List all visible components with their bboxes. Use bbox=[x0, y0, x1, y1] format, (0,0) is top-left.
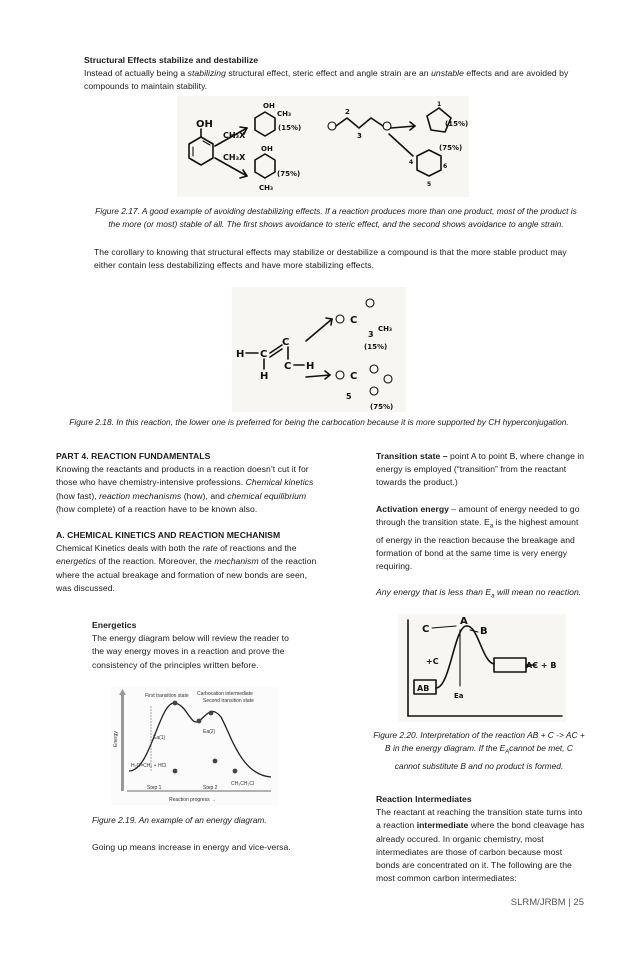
any-energy-sub: a bbox=[491, 594, 495, 601]
spacer bbox=[376, 490, 588, 503]
fig219-product: CH₃CH₂Cl bbox=[231, 781, 255, 787]
right-column bbox=[376, 450, 588, 604]
section-a-term-rate: rate bbox=[202, 543, 218, 554]
section-a-paragraph bbox=[56, 542, 322, 595]
part4-heading: PART 4. REACTION FUNDAMENTALS bbox=[56, 451, 211, 461]
fig217-oh-bottom: OH bbox=[261, 145, 273, 153]
figure-2-19-caption: Figure 2.19. An example of an energy diagram. bbox=[92, 815, 267, 825]
part4-term-equilibrium: chemical equilibrium bbox=[227, 490, 307, 501]
any-energy-text-2: will mean no reaction. bbox=[494, 587, 582, 598]
fig219-energy-label: Energy bbox=[113, 731, 119, 747]
figure-2-18-caption: Figure 2.18. In this reaction, the lower one is preferred for being the carbocation because it is more supported by CH hyperconjugation. bbox=[69, 417, 569, 427]
intro-paragraph bbox=[84, 67, 584, 93]
fig217-oh-label: OH bbox=[196, 119, 213, 130]
activation-energy-text-1: – amount of energy needed to go through the transition state. E bbox=[376, 503, 580, 527]
fig217-15pct-b: (15%) bbox=[445, 120, 469, 128]
figure-2-17-caption: Figure 2.17. A good example of avoiding destabilizing effects. If a reaction produces more than one product, most of the product is the more (or most) stable of all. The first shows avoidance to steric effect, and the second shows avoidance to angle strain. bbox=[95, 206, 577, 229]
fig218-h-bottom: H bbox=[260, 371, 269, 382]
fig220-caption-2: cannot be met, C cannot substitute B and no product is formed. bbox=[394, 743, 573, 771]
fig220-product: AC + B bbox=[526, 661, 557, 670]
intro-section bbox=[84, 54, 584, 94]
fig218-h-right: H bbox=[306, 361, 315, 372]
left-column bbox=[56, 450, 322, 595]
fig220-b: B bbox=[480, 626, 488, 637]
part4-text-3: (how), and bbox=[181, 490, 228, 501]
fig217-ch3x-label: CH₃X bbox=[223, 131, 246, 140]
intro-text: Instead of actually being a bbox=[84, 68, 188, 79]
transition-state-text: point A to point B, where change in energy is employed (“transition” from the reactant towards the product.) bbox=[376, 451, 585, 488]
ri-text-1: The reactant at reaching the transition state turns into a reaction bbox=[376, 807, 583, 831]
figure-2-18-image bbox=[232, 287, 406, 412]
going-up-paragraph: Going up means increase in energy and vice-versa. bbox=[92, 842, 291, 852]
fig217-75pct: (75%) bbox=[277, 170, 301, 178]
intro-emphasis: stabilizing bbox=[187, 68, 226, 79]
intro-text-end: effects and are avoided by compounds to maintain stability. bbox=[84, 68, 569, 92]
reaction-intermediates-heading: Reaction Intermediates bbox=[376, 794, 472, 804]
activation-energy-term: Activation energy bbox=[376, 503, 449, 514]
fig219-ea2: Ea(2) bbox=[203, 729, 216, 735]
fig218-ch3: CH₃ bbox=[378, 325, 393, 333]
fig217-75pct-b: (75%) bbox=[439, 144, 463, 152]
fig217-oh-top: OH bbox=[263, 102, 275, 110]
reaction-intermediates-paragraph bbox=[376, 806, 588, 885]
fig218-15pct: (15%) bbox=[364, 343, 388, 351]
part4-text-4: (how complete) of a reaction have to be known also. bbox=[56, 503, 258, 514]
intro-emphasis-2: unstable bbox=[431, 68, 464, 79]
energetics-paragraph: The energy diagram below will review the reader to the way energy moves in a reaction and prove the consistency of the principles written before. bbox=[92, 633, 289, 670]
fig217-n4: 4 bbox=[409, 159, 414, 166]
figure-2-20-image bbox=[398, 614, 566, 722]
fig218-n3: 3 bbox=[368, 330, 374, 339]
section-a-term-mechanism: mechanism bbox=[214, 556, 259, 567]
corollary-paragraph: The corollary to knowing that structural effects may stabilize or destabilize a compound is that the more stable product may either contain less destabilizing effects and have more stabilizing effects. bbox=[94, 247, 567, 271]
fig217-n2: 2 bbox=[345, 108, 350, 116]
activation-energy-sub: a bbox=[489, 523, 494, 530]
fig218-n5: 5 bbox=[346, 392, 352, 401]
fig218-h-left: H bbox=[236, 349, 245, 360]
section-a-text-1: Chemical Kinetics deals with both the bbox=[56, 543, 203, 554]
figure-2-19-image bbox=[111, 687, 279, 805]
energetics-section bbox=[92, 619, 298, 672]
fig219-reactants: H₂C=CH₂ + HCl bbox=[131, 763, 167, 769]
energetics-heading: Energetics bbox=[92, 620, 137, 630]
ri-bold-intermediate: intermediate bbox=[416, 820, 469, 831]
spacer bbox=[376, 573, 588, 586]
fig219-step1: Step 1 bbox=[147, 785, 162, 791]
fig219-second-ts: Second transition state bbox=[203, 698, 254, 704]
intro-heading: Structural Effects stabilize and destabilize bbox=[84, 55, 259, 65]
fig218-c-mid: C bbox=[282, 337, 290, 348]
activation-energy-paragraph bbox=[376, 503, 588, 574]
fig217-ch3-top: CH₃ bbox=[277, 110, 292, 118]
figure-2-20-caption bbox=[372, 729, 586, 773]
section-a-term-energetics: energetics bbox=[56, 556, 97, 567]
page-footer: SLRM/JRBM | 25 bbox=[510, 897, 584, 908]
fig220-caption-sub: A bbox=[505, 749, 510, 756]
fig217-ch3x-label-2: CH₃X bbox=[223, 153, 246, 162]
section-a-text-4: of the reaction where the actual breakage and formation of new bonds are seen, was discussed. bbox=[56, 556, 317, 593]
any-energy-paragraph bbox=[376, 586, 588, 604]
fig218-c-top: C bbox=[350, 315, 358, 326]
fig219-step2: Step 2 bbox=[203, 785, 218, 791]
fig218-c-low: C bbox=[350, 371, 358, 382]
fig218-c-mid2: C bbox=[284, 361, 292, 372]
intro-text-mid: structural effect, steric effect and angle strain are an bbox=[225, 68, 432, 79]
part4-term-mechanisms: reaction mechanisms bbox=[99, 490, 182, 501]
fig218-75pct: (75%) bbox=[370, 403, 394, 411]
figure-2-17-image bbox=[177, 96, 469, 197]
transition-state-term: Transition state – bbox=[376, 451, 448, 461]
fig220-c: C bbox=[422, 624, 430, 635]
part4-text-1: Knowing the reactants and products in a reaction doesn’t cut it for those who have chemistry-intensive professions. bbox=[56, 464, 309, 488]
fig217-n1: 1 bbox=[437, 101, 442, 108]
section-a-text-2: of reactions and the bbox=[217, 543, 297, 554]
transition-state-paragraph bbox=[376, 450, 588, 490]
fig220-ab: AB bbox=[417, 684, 430, 693]
part4-paragraph bbox=[56, 463, 322, 516]
reaction-intermediates-section bbox=[376, 793, 588, 885]
fig219-carbo-inter: Carbocation intermediate bbox=[197, 691, 253, 697]
ri-text-2: where the bond cleavage has already occured. In organic chemistry, most intermediates are those of carbon because most bonds are concentrated on it. The following are the most common carbon intermediates: bbox=[376, 820, 585, 884]
fig217-n3: 3 bbox=[357, 132, 362, 140]
fig217-15pct: (15%) bbox=[278, 124, 302, 132]
fig219-first-ts: First transition state bbox=[145, 693, 189, 699]
fig220-caption-1: Figure 2.20. Interpretation of the reaction AB + C -> AC + B in the energy diagram. If the E bbox=[373, 730, 585, 753]
fig217-n6: 6 bbox=[443, 163, 448, 170]
fig220-ea: Ea bbox=[454, 692, 464, 700]
fig217-n5: 5 bbox=[427, 181, 432, 188]
fig217-ch3-bottom: CH₃ bbox=[259, 184, 274, 192]
spacer bbox=[56, 516, 322, 529]
section-a-heading: A. CHEMICAL KINETICS AND REACTION MECHANISM bbox=[56, 530, 281, 541]
fig220-a: A bbox=[460, 616, 468, 627]
fig218-c-left: C bbox=[260, 349, 268, 360]
part4-text-2: (how fast), bbox=[56, 490, 100, 501]
activation-energy-text-2: is the highest amount of energy in the reaction because the breakage and formation of bond at the same time is very energy requiring. bbox=[376, 516, 579, 572]
fig219-ea1: Ea(1) bbox=[153, 735, 166, 741]
any-energy-text-1: Any energy that is less than E bbox=[376, 587, 492, 598]
fig220-plus-c: +C bbox=[426, 657, 439, 666]
fig219-progress: Reaction progress → bbox=[169, 797, 216, 803]
section-a-text-3: of the reaction. Moreover, the bbox=[96, 556, 215, 567]
part4-term-kinetics: Chemical kinetics bbox=[245, 477, 314, 488]
